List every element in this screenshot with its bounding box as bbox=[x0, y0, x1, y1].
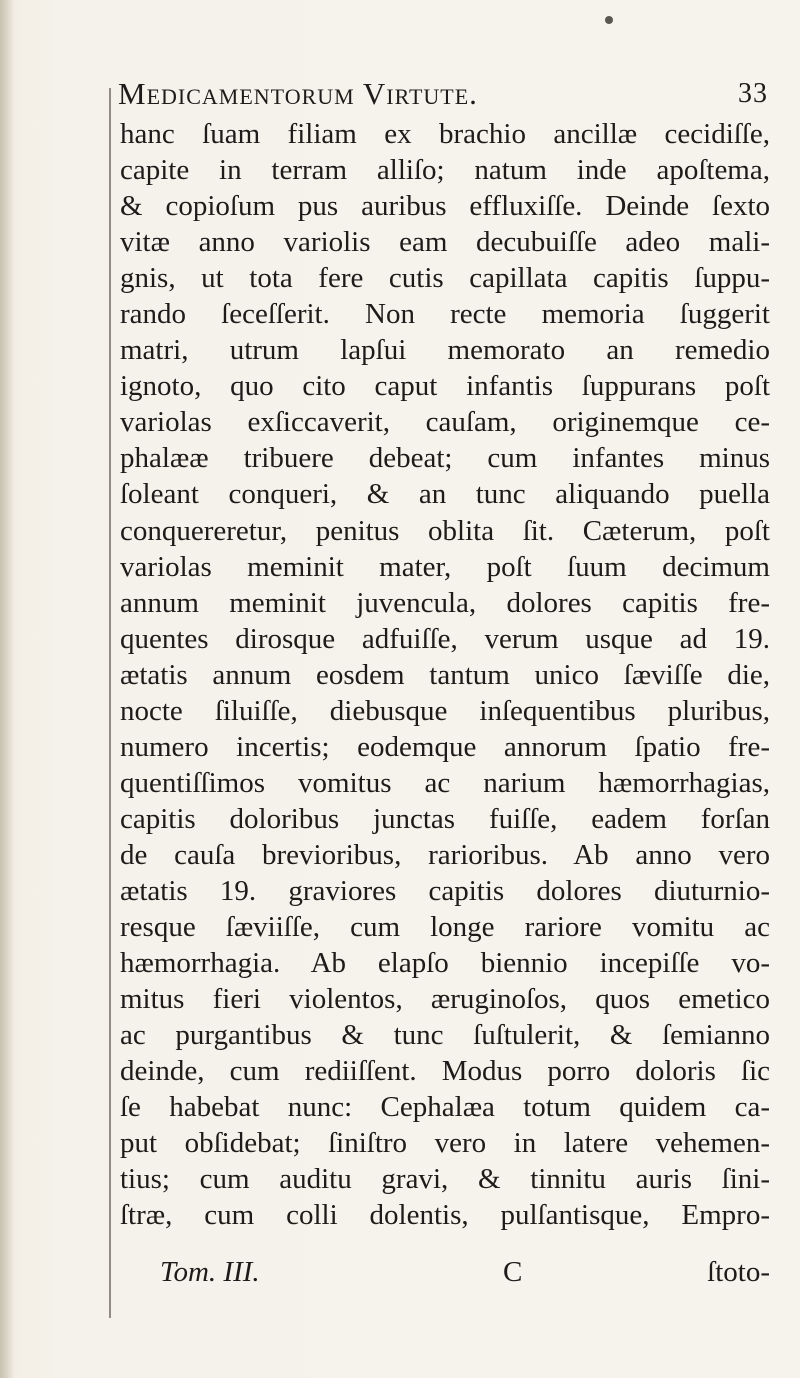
text-line: quentes dirosque adfuiſſe, verum usque ad 19. bbox=[120, 622, 770, 655]
text-line: annum meminit juvencula, dolores capitis fre- bbox=[120, 586, 770, 619]
text-line: ac purgantibus & tunc ſuſtulerit, & ſemianno bbox=[120, 1019, 770, 1052]
text-line: rando ſeceſſerit. Non recte memoria ſuggerit bbox=[120, 298, 770, 331]
text-line: vitæ anno variolis eam decubuiſſe adeo mali- bbox=[120, 226, 770, 259]
volume-label: Tom. III. bbox=[160, 1256, 260, 1288]
running-head bbox=[118, 76, 768, 116]
page-number: 33 bbox=[738, 78, 768, 109]
text-line: variolas meminit mater, poſt ſuum decimum bbox=[120, 550, 770, 583]
text-line: resque ſæviiſſe, cum longe rariore vomitu ac bbox=[120, 911, 770, 944]
text-line: phalææ tribuere debeat; cum infantes minus bbox=[120, 442, 770, 475]
text-line: nocte ſiluiſſe, diebusque inſequentibus pluribus, bbox=[120, 694, 770, 727]
text-line: ætatis annum eosdem tantum unico ſæviſſe die, bbox=[120, 658, 770, 691]
text-line: tius; cum auditu gravi, & tinnitu auris ſini- bbox=[120, 1163, 770, 1196]
text-line: matri, utrum lapſui memorato an remedio bbox=[120, 334, 770, 367]
text-line: gnis, ut tota fere cutis capillata capitis ſuppu- bbox=[120, 262, 770, 295]
text-line: ſoleant conqueri, & an tunc aliquando puella bbox=[120, 478, 770, 511]
text-line: conquereretur, penitus oblita ſit. Cæterum, poſt bbox=[120, 514, 770, 547]
body-text bbox=[120, 116, 770, 1233]
catchword: ſtoto- bbox=[707, 1256, 770, 1288]
text-line: de cauſa brevioribus, rarioribus. Ab anno vero bbox=[120, 838, 770, 871]
text-line: ætatis 19. graviores capitis dolores diuturnio- bbox=[120, 874, 770, 907]
text-line: hæmorrhagia. Ab elapſo biennio incepiſſe vo- bbox=[120, 947, 770, 980]
ink-spot bbox=[605, 16, 613, 24]
text-line: ſtræ, cum colli dolentis, pulſantisque, Empro- bbox=[120, 1199, 770, 1232]
running-title: Medicamentorum Virtute. bbox=[118, 76, 478, 111]
page-footer bbox=[160, 1256, 770, 1296]
text-line: ſe habebat nunc: Cephalæa totum quidem ca- bbox=[120, 1091, 770, 1124]
margin-rule bbox=[109, 88, 111, 1318]
text-line: hanc ſuam filiam ex brachio ancillæ cecidiſſe, bbox=[120, 118, 770, 150]
text-line: quentiſſimos vomitus ac narium hæmorrhagias, bbox=[120, 766, 770, 799]
text-line: put obſidebat; ſiniſtro vero in latere vehemen- bbox=[120, 1127, 770, 1160]
text-line: capite in terram alliſo; natum inde apoſtema, bbox=[120, 154, 770, 187]
text-line: variolas exſiccaverit, cauſam, originemque ce- bbox=[120, 406, 770, 439]
spine-shadow bbox=[0, 0, 14, 1378]
text-line: mitus fieri violentos, æruginoſos, quos emetico bbox=[120, 983, 770, 1016]
text-line: capitis doloribus junctas fuiſſe, eadem forſan bbox=[120, 802, 770, 835]
text-line: & copioſum pus auribus effluxiſſe. Deinde ſexto bbox=[120, 190, 770, 223]
text-line: deinde, cum rediiſſent. Modus porro doloris ſic bbox=[120, 1055, 770, 1088]
text-line: numero incertis; eodemque annorum ſpatio fre- bbox=[120, 730, 770, 763]
signature-mark: C bbox=[503, 1256, 523, 1288]
text-line: ignoto, quo cito caput infantis ſuppurans poſt bbox=[120, 370, 770, 403]
